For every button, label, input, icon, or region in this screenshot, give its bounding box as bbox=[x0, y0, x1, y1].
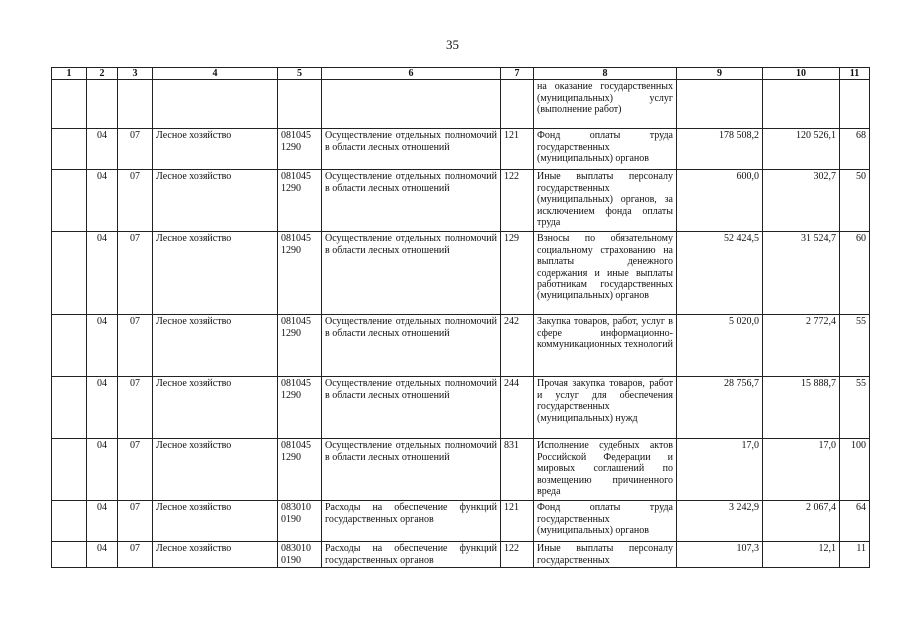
expense-type-code-cell: 122 bbox=[501, 542, 534, 568]
section-code-cell: 04 bbox=[87, 170, 118, 232]
expense-type-name-cell: Закупка товаров, работ, услуг в сфере информационно-коммуникационных технологий bbox=[534, 315, 677, 377]
page-number: 35 bbox=[446, 37, 459, 52]
expense-type-code-cell: 121 bbox=[501, 501, 534, 542]
table-row bbox=[52, 377, 870, 439]
target-article-cell: 083010 0190 bbox=[278, 542, 322, 568]
table-row bbox=[52, 232, 870, 315]
column-header-8: 8 bbox=[534, 68, 677, 80]
col1-cell bbox=[52, 501, 87, 542]
section-name-cell bbox=[153, 80, 278, 129]
execution-percent-cell bbox=[840, 80, 870, 129]
target-article-cell: 083010 0190 bbox=[278, 501, 322, 542]
col1-cell bbox=[52, 170, 87, 232]
execution-percent-cell: 100 bbox=[840, 439, 870, 501]
target-article-cell: 081045 1290 bbox=[278, 170, 322, 232]
subsection-code-cell: 07 bbox=[118, 129, 153, 170]
execution-percent-cell: 55 bbox=[840, 315, 870, 377]
section-code-cell: 04 bbox=[87, 232, 118, 315]
executed-amount-cell: 31 524,7 bbox=[763, 232, 840, 315]
subsection-code-cell: 07 bbox=[118, 170, 153, 232]
planned-amount-cell: 52 424,5 bbox=[677, 232, 763, 315]
section-code-cell: 04 bbox=[87, 542, 118, 568]
subsection-code-cell: 07 bbox=[118, 542, 153, 568]
expense-type-code-cell: 242 bbox=[501, 315, 534, 377]
target-article-cell bbox=[278, 80, 322, 129]
expense-type-code-cell: 244 bbox=[501, 377, 534, 439]
target-article-cell: 081045 1290 bbox=[278, 439, 322, 501]
section-name-cell: Лесное хозяйство bbox=[153, 542, 278, 568]
column-header-5: 5 bbox=[278, 68, 322, 80]
target-article-cell: 081045 1290 bbox=[278, 315, 322, 377]
target-article-cell: 081045 1290 bbox=[278, 129, 322, 170]
planned-amount-cell: 107,3 bbox=[677, 542, 763, 568]
section-code-cell: 04 bbox=[87, 501, 118, 542]
expense-type-name-cell: Фонд оплаты труда государственных (муниципальных) органов bbox=[534, 129, 677, 170]
executed-amount-cell: 12,1 bbox=[763, 542, 840, 568]
column-header-2: 2 bbox=[87, 68, 118, 80]
expense-type-code-cell: 129 bbox=[501, 232, 534, 315]
executed-amount-cell: 2 772,4 bbox=[763, 315, 840, 377]
table-row bbox=[52, 170, 870, 232]
expense-type-code-cell: 831 bbox=[501, 439, 534, 501]
section-name-cell: Лесное хозяйство bbox=[153, 129, 278, 170]
table-row bbox=[52, 501, 870, 542]
executed-amount-cell: 120 526,1 bbox=[763, 129, 840, 170]
target-article-name-cell: Расходы на обеспечение функций государственных органов bbox=[322, 501, 501, 542]
subsection-code-cell: 07 bbox=[118, 377, 153, 439]
expense-type-name-cell: Прочая закупка товаров, работ и услуг для обеспечения государственных (муниципальных) нужд bbox=[534, 377, 677, 439]
table-row bbox=[52, 80, 870, 129]
planned-amount-cell: 28 756,7 bbox=[677, 377, 763, 439]
planned-amount-cell: 3 242,9 bbox=[677, 501, 763, 542]
expense-type-code-cell: 122 bbox=[501, 170, 534, 232]
section-name-cell: Лесное хозяйство bbox=[153, 501, 278, 542]
col1-cell bbox=[52, 129, 87, 170]
column-header-1: 1 bbox=[52, 68, 87, 80]
executed-amount-cell bbox=[763, 80, 840, 129]
planned-amount-cell: 5 020,0 bbox=[677, 315, 763, 377]
planned-amount-cell bbox=[677, 80, 763, 129]
col1-cell bbox=[52, 377, 87, 439]
target-article-name-cell: Осуществление отдельных полномочий в области лесных отношений bbox=[322, 170, 501, 232]
execution-percent-cell: 50 bbox=[840, 170, 870, 232]
execution-percent-cell: 64 bbox=[840, 501, 870, 542]
col1-cell bbox=[52, 232, 87, 315]
column-header-3: 3 bbox=[118, 68, 153, 80]
execution-percent-cell: 55 bbox=[840, 377, 870, 439]
expense-type-name-cell: Иные выплаты персоналу государственных (муниципальных) органов, за исключением фонда оплаты труда bbox=[534, 170, 677, 232]
expense-type-name-cell: Исполнение судебных актов Российской Федерации и мировых соглашений по возмещению причиненного вреда bbox=[534, 439, 677, 501]
target-article-name-cell: Осуществление отдельных полномочий в области лесных отношений bbox=[322, 232, 501, 315]
table-row bbox=[52, 439, 870, 501]
section-code-cell: 04 bbox=[87, 129, 118, 170]
column-header-10: 10 bbox=[763, 68, 840, 80]
target-article-name-cell: Осуществление отдельных полномочий в области лесных отношений bbox=[322, 315, 501, 377]
col1-cell bbox=[52, 439, 87, 501]
target-article-name-cell: Осуществление отдельных полномочий в области лесных отношений bbox=[322, 439, 501, 501]
planned-amount-cell: 17,0 bbox=[677, 439, 763, 501]
column-header-4: 4 bbox=[153, 68, 278, 80]
subsection-code-cell: 07 bbox=[118, 439, 153, 501]
column-header-7: 7 bbox=[501, 68, 534, 80]
target-article-cell: 081045 1290 bbox=[278, 232, 322, 315]
table-body bbox=[52, 80, 870, 568]
expense-type-name-cell: Взносы по обязательному социальному страхованию на выплаты денежного содержания и иные выплаты работникам государственных (муниципальных) органов bbox=[534, 232, 677, 315]
column-header-6: 6 bbox=[322, 68, 501, 80]
planned-amount-cell: 178 508,2 bbox=[677, 129, 763, 170]
execution-percent-cell: 68 bbox=[840, 129, 870, 170]
table-row bbox=[52, 542, 870, 568]
section-name-cell: Лесное хозяйство bbox=[153, 315, 278, 377]
target-article-name-cell: Осуществление отдельных полномочий в области лесных отношений bbox=[322, 129, 501, 170]
section-code-cell: 04 bbox=[87, 439, 118, 501]
section-name-cell: Лесное хозяйство bbox=[153, 439, 278, 501]
header-row bbox=[52, 68, 870, 80]
section-name-cell: Лесное хозяйство bbox=[153, 377, 278, 439]
table-row bbox=[52, 129, 870, 170]
subsection-code-cell: 07 bbox=[118, 232, 153, 315]
subsection-code-cell bbox=[118, 80, 153, 129]
executed-amount-cell: 15 888,7 bbox=[763, 377, 840, 439]
expense-type-code-cell: 121 bbox=[501, 129, 534, 170]
expense-type-name-cell: Фонд оплаты труда государственных (муниципальных) органов bbox=[534, 501, 677, 542]
subsection-code-cell: 07 bbox=[118, 501, 153, 542]
target-article-name-cell: Расходы на обеспечение функций государственных органов bbox=[322, 542, 501, 568]
planned-amount-cell: 600,0 bbox=[677, 170, 763, 232]
executed-amount-cell: 302,7 bbox=[763, 170, 840, 232]
column-header-9: 9 bbox=[677, 68, 763, 80]
expense-type-name-cell: на оказание государственных (муниципальных) услуг (выполнение работ) bbox=[534, 80, 677, 129]
execution-percent-cell: 60 bbox=[840, 232, 870, 315]
expense-type-code-cell bbox=[501, 80, 534, 129]
section-name-cell: Лесное хозяйство bbox=[153, 170, 278, 232]
executed-amount-cell: 17,0 bbox=[763, 439, 840, 501]
column-header-11: 11 bbox=[840, 68, 870, 80]
section-code-cell: 04 bbox=[87, 315, 118, 377]
budget-table bbox=[51, 67, 870, 568]
section-name-cell: Лесное хозяйство bbox=[153, 232, 278, 315]
section-code-cell bbox=[87, 80, 118, 129]
table-row bbox=[52, 315, 870, 377]
execution-percent-cell: 11 bbox=[840, 542, 870, 568]
col1-cell bbox=[52, 542, 87, 568]
subsection-code-cell: 07 bbox=[118, 315, 153, 377]
col1-cell bbox=[52, 315, 87, 377]
target-article-name-cell: Осуществление отдельных полномочий в области лесных отношений bbox=[322, 377, 501, 439]
section-code-cell: 04 bbox=[87, 377, 118, 439]
target-article-name-cell bbox=[322, 80, 501, 129]
target-article-cell: 081045 1290 bbox=[278, 377, 322, 439]
expense-type-name-cell: Иные выплаты персоналу государственных bbox=[534, 542, 677, 568]
col1-cell bbox=[52, 80, 87, 129]
executed-amount-cell: 2 067,4 bbox=[763, 501, 840, 542]
